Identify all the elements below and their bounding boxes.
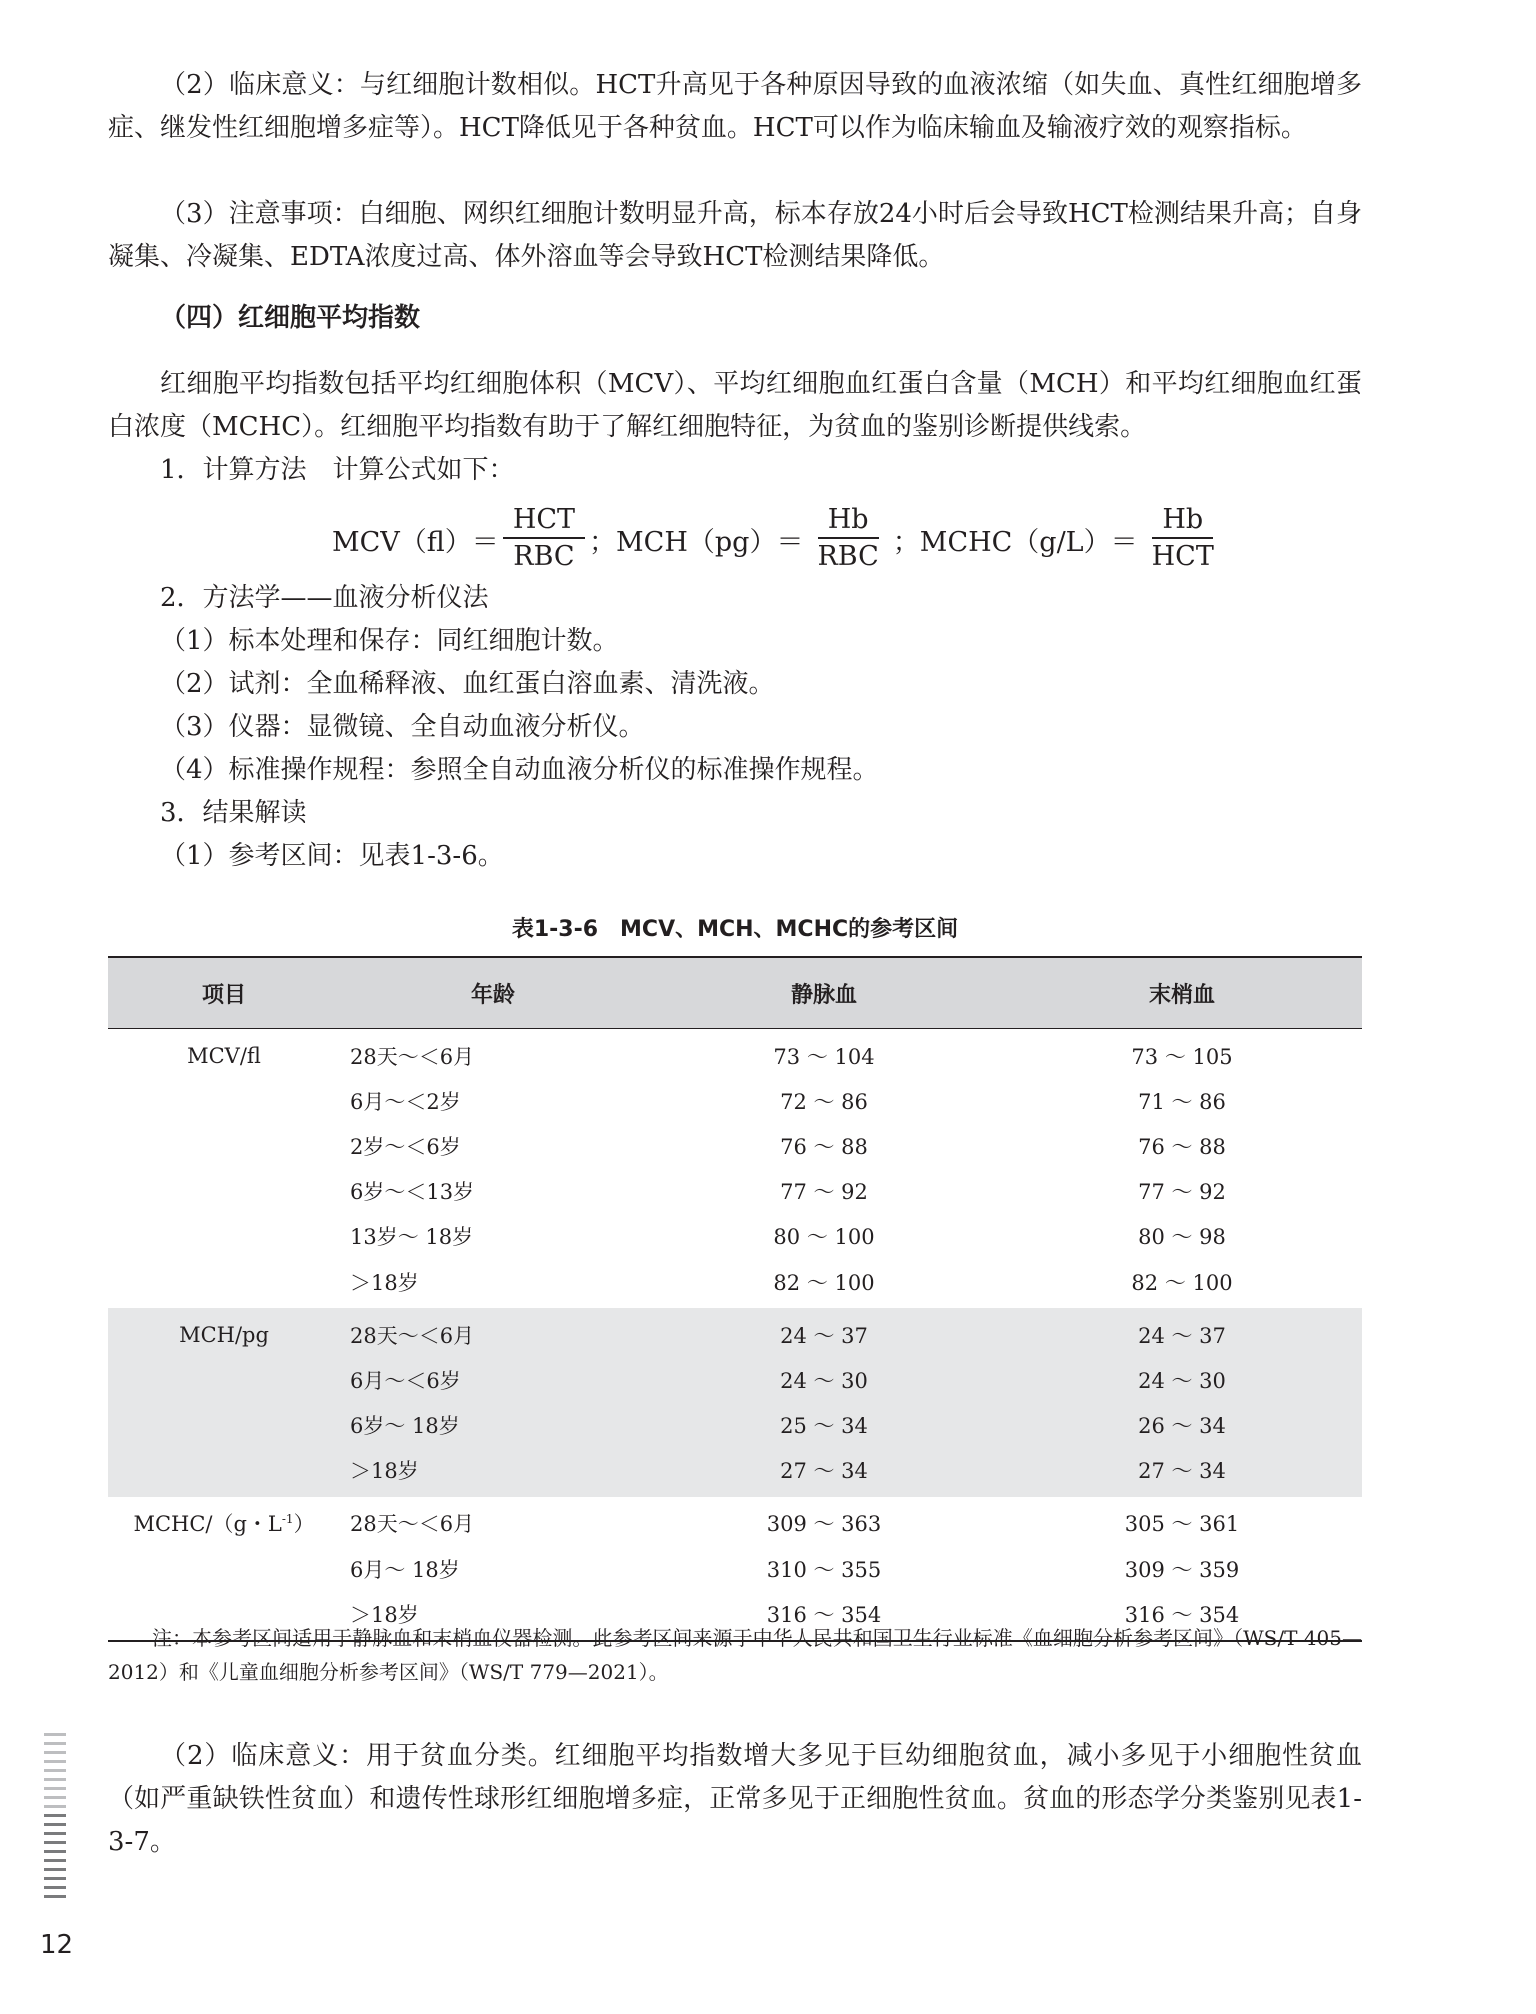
table-row: [108, 1448, 1362, 1493]
venous-cell: 72 ～ 86: [780, 1089, 868, 1114]
age-cell: ＞18岁: [350, 1602, 419, 1627]
table-row: [108, 1501, 1362, 1546]
header-age: 年龄: [470, 982, 515, 1008]
venous-cell: 316 ～ 354: [766, 1602, 882, 1627]
item-instruments: （3）仪器：显微镜、全自动血液分析仪。: [160, 712, 645, 742]
capillary-cell: 71 ～ 86: [1138, 1089, 1226, 1114]
fraction-numerator: Hb: [1152, 503, 1213, 539]
capillary-cell: 80 ～ 98: [1138, 1225, 1226, 1250]
capillary-cell: 24 ～ 30: [1138, 1368, 1226, 1393]
formula-mcv-label: MCV（fl）＝: [332, 526, 499, 558]
venous-cell: 80 ～ 100: [773, 1225, 875, 1250]
table-row: [108, 1169, 1362, 1214]
age-cell: 28天～＜6月: [350, 1044, 475, 1069]
capillary-cell: 73 ～ 105: [1131, 1044, 1233, 1069]
capillary-cell: 316 ～ 354: [1124, 1602, 1240, 1627]
table-row: [108, 1403, 1362, 1448]
venous-cell: 24 ～ 30: [780, 1368, 868, 1393]
table-header: [108, 958, 1362, 1029]
item-reference-range: （1）参考区间：见表1-3-6。: [160, 841, 504, 871]
item-calc-method: 1．计算方法 计算公式如下：: [160, 455, 515, 485]
capillary-cell: 76 ～ 88: [1138, 1134, 1226, 1159]
capillary-cell: 24 ～ 37: [1138, 1323, 1226, 1348]
item-methodology: 2．方法学——血液分析仪法: [160, 583, 489, 613]
table-note: 注：本参考区间适用于静脉血和末梢血仪器检测。此参考区间来源于中华人民共和国卫生行业标准《血细胞分析参考区间》（WS/T 405—2012）和《儿童血细胞分析参考区间》（WS/T 779—2021）。: [108, 1626, 1362, 1684]
age-cell: ＞18岁: [350, 1270, 419, 1295]
paragraph-indices-intro: 红细胞平均指数包括平均红细胞体积（MCV）、平均红细胞血红蛋白含量（MCH）和平均红细胞血红蛋白浓度（MCHC）。红细胞平均指数有助于了解红细胞特征，为贫血的鉴别诊断提供线索。: [108, 369, 1362, 442]
capillary-cell: 77 ～ 92: [1138, 1180, 1226, 1205]
venous-cell: 27 ～ 34: [780, 1459, 868, 1484]
venous-cell: 310 ～ 355: [766, 1557, 882, 1582]
reference-table: [108, 956, 1362, 1642]
venous-cell: 309 ～ 363: [766, 1512, 882, 1537]
age-cell: 28天～＜6月: [350, 1323, 475, 1348]
fraction-numerator: HCT: [503, 503, 585, 539]
age-cell: 2岁～＜6岁: [350, 1134, 461, 1159]
table-row: [108, 1123, 1362, 1168]
age-cell: 13岁～ 18岁: [350, 1225, 474, 1250]
page-number: 12: [40, 1930, 74, 1960]
table-caption: 表1-3-6 MCV、MCH、MCHC的参考区间: [511, 917, 959, 942]
formula-mchc-label: ；MCHC（g/L）＝: [892, 526, 1138, 558]
table-row: [108, 1259, 1362, 1304]
fraction-denominator: RBC: [817, 541, 879, 572]
capillary-cell: 82 ～ 100: [1131, 1270, 1233, 1295]
capillary-cell: 26 ～ 34: [1138, 1414, 1226, 1439]
group-label: MCHC/（g・$L^{-1}$）: [133, 1512, 315, 1537]
formula-mchc-fraction: [1142, 503, 1224, 575]
table-row: [108, 1546, 1362, 1591]
table-row: [108, 1214, 1362, 1259]
item-sop: （4）标准操作规程：参照全自动血液分析仪的标准操作规程。: [160, 755, 879, 785]
venous-cell: 76 ～ 88: [780, 1134, 868, 1159]
venous-cell: 24 ～ 37: [780, 1323, 868, 1348]
header-venous: 静脉血: [790, 982, 857, 1008]
group-label: MCV/fl: [187, 1043, 261, 1068]
capillary-cell: 305 ～ 361: [1124, 1512, 1240, 1537]
age-cell: 6月～ 18岁: [350, 1557, 460, 1582]
group-label: MCH/pg: [179, 1322, 269, 1347]
header-item: 项目: [201, 982, 246, 1008]
table-row: [108, 1078, 1362, 1123]
paragraph-indices-clinical: （2）临床意义：用于贫血分类。红细胞平均指数增大多见于巨幼细胞贫血，减小多见于小细胞性贫血（如严重缺铁性贫血）和遗传性球形红细胞增多症，正常多见于正细胞性贫血。贫血的形态学分类鉴别见表1-3-7。: [108, 1741, 1362, 1857]
age-cell: 6岁～ 18岁: [350, 1414, 460, 1439]
formula-mch-label: ；MCH（pg）＝: [589, 526, 804, 558]
capillary-cell: 309 ～ 359: [1124, 1557, 1240, 1582]
age-cell: 28天～＜6月: [350, 1512, 475, 1537]
item-specimen: （1）标本处理和保存：同红细胞计数。: [160, 626, 619, 656]
page-edge-marks: [44, 1733, 66, 1898]
group-mch: [108, 1308, 1362, 1497]
item-reagents: （2）试剂：全血稀释液、血红蛋白溶血素、清洗液。: [160, 669, 775, 699]
venous-cell: 82 ～ 100: [773, 1270, 875, 1295]
venous-cell: 25 ～ 34: [780, 1414, 868, 1439]
item-results: 3．结果解读: [160, 798, 307, 828]
fraction-numerator: Hb: [818, 503, 879, 539]
age-cell: 6岁～＜13岁: [350, 1180, 475, 1205]
venous-cell: 77 ～ 92: [780, 1180, 868, 1205]
paragraph-hct-notes: （3）注意事项：白细胞、网织红细胞计数明显升高，标本存放24小时后会导致HCT检测结果升高；自身凝集、冷凝集、EDTA浓度过高、体外溶血等会导致HCT检测结果降低。: [108, 199, 1362, 272]
age-cell: 6月～＜2岁: [350, 1089, 461, 1114]
table-row: [108, 1033, 1362, 1078]
paragraph-hct-clinical: （2）临床意义：与红细胞计数相似。HCT升高见于各种原因导致的血液浓缩（如失血、真性红细胞增多症、继发性红细胞增多症等）。HCT降低见于各种贫血。HCT可以作为临床输血及输液疗效的观察指标。: [108, 70, 1362, 143]
group-mchc: [108, 1497, 1362, 1641]
table-row: [108, 1312, 1362, 1357]
formula-mcv-fraction: [503, 503, 585, 575]
fraction-denominator: RBC: [513, 541, 575, 572]
capillary-cell: 27 ～ 34: [1138, 1459, 1226, 1484]
formula-mch-fraction: [807, 503, 888, 575]
header-capillary: 末梢血: [1148, 982, 1215, 1008]
fraction-denominator: HCT: [1151, 541, 1214, 572]
table-row: [108, 1357, 1362, 1402]
section-heading: （四）红细胞平均指数: [160, 303, 421, 333]
group-mcv: [108, 1029, 1362, 1308]
age-cell: 6月～＜6岁: [350, 1368, 461, 1393]
age-cell: ＞18岁: [350, 1459, 419, 1484]
venous-cell: 73 ～ 104: [773, 1044, 875, 1069]
formula: [332, 501, 1228, 577]
